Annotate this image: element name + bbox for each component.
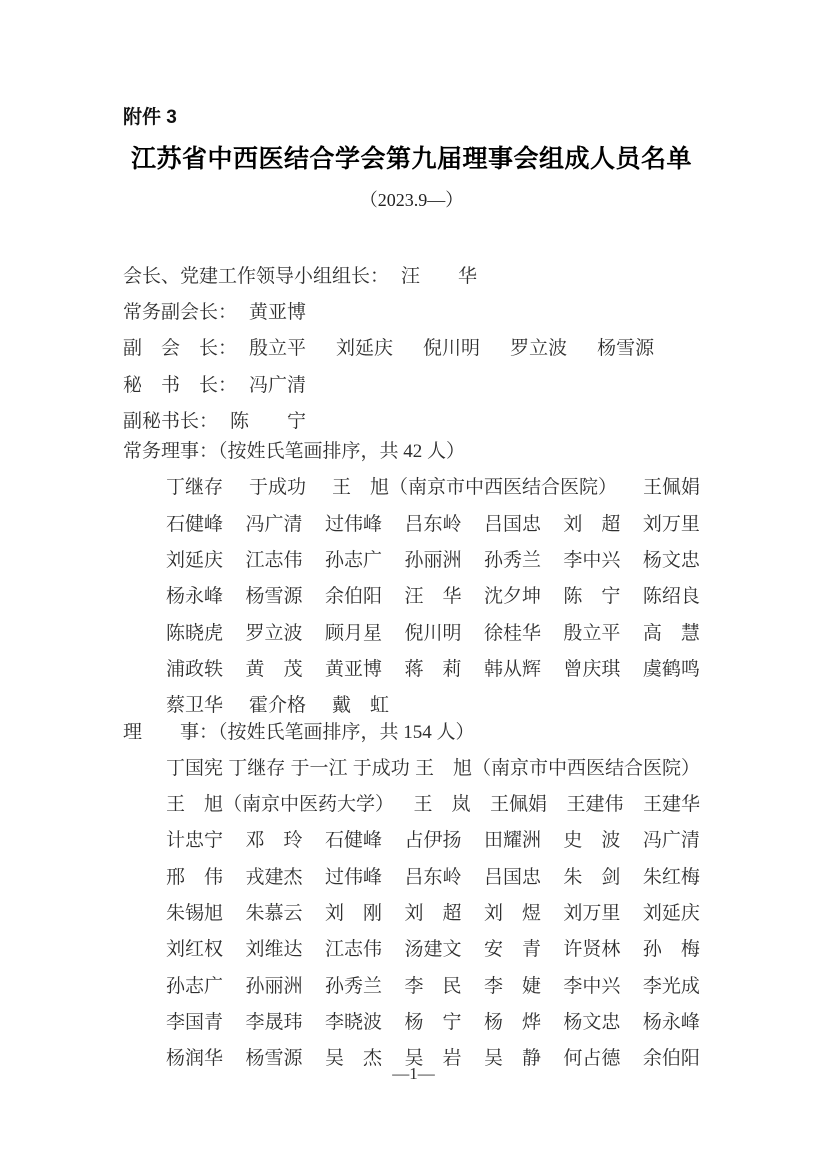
person-name: 邓 玲: [245, 830, 303, 852]
member-row: [123, 540, 700, 576]
person-name: 戴 虹: [332, 695, 390, 717]
person-name: 杨雪源: [245, 1048, 303, 1070]
officer-line-exec-vice-president: [123, 292, 700, 328]
person-name: 于一江: [290, 757, 348, 779]
person-name: 吕东岭: [404, 513, 462, 535]
document-body: [123, 256, 700, 1075]
member-row: [123, 821, 700, 857]
person-name: 徐桂华: [483, 622, 541, 644]
member-row: [123, 649, 700, 685]
person-name: 殷立平: [563, 622, 621, 644]
person-name: 李中兴: [563, 975, 621, 997]
person-name: 邢 伟: [166, 866, 224, 888]
person-name: 计忠宁: [166, 830, 224, 852]
person-name: 杨润华: [166, 1048, 224, 1070]
person-name: 王佩娟: [642, 477, 700, 499]
officer-label: 常务副会长：: [123, 301, 238, 323]
person-name: 丁继存: [166, 477, 224, 499]
officer-label: 副 会 长：: [123, 338, 238, 360]
document-date-note: （2023.9—）: [359, 190, 464, 210]
person-name: 余伯阳: [324, 586, 382, 608]
person-name: 黄 茂: [245, 658, 303, 680]
document-content: [123, 106, 700, 1075]
person-name: 刘延庆: [166, 550, 224, 572]
person-name: 孙秀兰: [324, 975, 382, 997]
officer-label: 会长、党建工作领导小组组长：: [123, 265, 390, 287]
person-name: 倪川明: [423, 338, 481, 360]
person-name: 王建伟: [566, 794, 624, 816]
person-name: 刘 煜: [483, 902, 541, 924]
person-name: 杨永峰: [166, 586, 224, 608]
person-name: 陈绍良: [642, 586, 700, 608]
person-name: 杨文忠: [642, 550, 700, 572]
person-name: 蔡卫华: [166, 695, 224, 717]
person-name: 刘 超: [563, 513, 621, 535]
document-title: 江苏省中西医结合学会第九届理事会组成人员名单: [130, 146, 692, 173]
person-name: 李中兴: [563, 550, 621, 572]
person-name: 江志伟: [324, 939, 382, 961]
person-name: 浦政轶: [166, 658, 224, 680]
person-name: 许贤林: [563, 939, 621, 961]
person-name: 孙志广: [166, 975, 224, 997]
person-name: 王 旭（南京中医药大学）: [166, 794, 395, 816]
person-name: 汪 华: [401, 265, 478, 287]
person-name: 杨永峰: [642, 1011, 700, 1033]
person-name: 倪川明: [404, 622, 462, 644]
person-name: 顾月星: [324, 622, 382, 644]
officer-names: [249, 333, 654, 360]
person-name: 韩从辉: [483, 658, 541, 680]
person-name: 朱锡旭: [166, 902, 224, 924]
person-name: 李 民: [404, 975, 462, 997]
person-name: 李晟玮: [245, 1011, 303, 1033]
person-name: 黄亚博: [324, 658, 382, 680]
person-name: 吴 杰: [324, 1048, 382, 1070]
officer-names: [249, 297, 306, 324]
person-name: 孙 梅: [642, 939, 700, 961]
person-name: 沈夕坤: [483, 586, 541, 608]
person-name: 杨文忠: [563, 1011, 621, 1033]
person-name: 杨雪源: [245, 586, 303, 608]
person-name: 冯广清: [245, 513, 303, 535]
member-row: [123, 504, 700, 540]
person-name: 刘 超: [404, 902, 462, 924]
section-heading-directors: 理 事：（按姓氏笔画排序，共 154 人）: [123, 721, 475, 743]
person-name: 石健峰: [324, 830, 382, 852]
person-name: 刘万里: [642, 513, 700, 535]
person-name: 虞鹤鸣: [642, 658, 700, 680]
person-name: 过伟峰: [324, 513, 382, 535]
member-row: [123, 784, 700, 820]
person-name: 何占德: [563, 1048, 621, 1070]
officer-names: [401, 261, 477, 288]
person-name: 江志伟: [245, 550, 303, 572]
member-row: [123, 893, 700, 929]
person-name: 吴 岩: [404, 1048, 462, 1070]
person-name: 丁继存: [228, 757, 286, 779]
person-name: 杨 烨: [483, 1011, 541, 1033]
person-name: 杨 宁: [404, 1011, 462, 1033]
person-name: 汪 华: [404, 586, 462, 608]
person-name: 刘红权: [166, 939, 224, 961]
person-name: 杨雪源: [597, 338, 655, 360]
person-name: 孙丽洲: [245, 975, 303, 997]
person-name: 刘维达: [245, 939, 303, 961]
person-name: 陈 宁: [230, 410, 307, 432]
person-name: 吕东岭: [404, 866, 462, 888]
person-name: 孙志广: [324, 550, 382, 572]
person-name: 王建华: [642, 794, 700, 816]
person-name: 黄亚博: [249, 301, 307, 323]
person-name: 冯广清: [642, 830, 700, 852]
person-name: 李国青: [166, 1011, 224, 1033]
officer-label: 副秘书长：: [123, 410, 219, 432]
person-name: 王 旭（南京市中西医结合医院）: [414, 757, 700, 779]
member-row: [123, 577, 700, 613]
person-name: 朱红梅: [642, 866, 700, 888]
member-row: [123, 748, 700, 784]
member-row: [123, 1002, 700, 1038]
person-name: 吴 静: [483, 1048, 541, 1070]
person-name: 吕国忠: [483, 866, 541, 888]
person-name: 蒋 莉: [404, 658, 462, 680]
person-name: 罗立波: [510, 338, 568, 360]
person-name: 余伯阳: [642, 1048, 700, 1070]
person-name: 刘延庆: [642, 902, 700, 924]
section-heading-standing-directors: 常务理事：（按姓氏笔画排序，共 42 人）: [123, 441, 466, 463]
person-name: 王 旭（南京市中西医结合医院）: [331, 477, 617, 499]
officer-line-vice-presidents: [123, 329, 700, 365]
person-name: 田耀洲: [483, 830, 541, 852]
person-name: 石健峰: [166, 513, 224, 535]
person-name: 朱 剑: [563, 866, 621, 888]
person-name: 安 青: [483, 939, 541, 961]
person-name: 李晓波: [324, 1011, 382, 1033]
officer-names: [249, 370, 306, 397]
person-name: 刘延庆: [336, 338, 394, 360]
person-name: 陈 宁: [563, 586, 621, 608]
member-row: [123, 966, 700, 1002]
member-row: [123, 930, 700, 966]
person-name: 孙丽洲: [404, 550, 462, 572]
person-name: 汤建文: [404, 939, 462, 961]
person-name: 冯广清: [249, 374, 307, 396]
person-name: 霍介格: [249, 695, 307, 717]
person-name: 朱慕云: [245, 902, 303, 924]
person-name: 李 婕: [483, 975, 541, 997]
person-name: 刘 刚: [324, 902, 382, 924]
person-name: 殷立平: [249, 338, 307, 360]
person-name: 曾庆琪: [563, 658, 621, 680]
person-name: 史 波: [563, 830, 621, 852]
person-name: 罗立波: [245, 622, 303, 644]
person-name: 陈晓虎: [166, 622, 224, 644]
person-name: 王 岚: [413, 794, 471, 816]
person-name: 王佩娟: [489, 794, 547, 816]
page-number: —1—: [392, 1064, 435, 1083]
officer-names: [230, 406, 306, 433]
person-name: 于成功: [352, 757, 410, 779]
person-name: 李光成: [642, 975, 700, 997]
person-name: 丁国宪: [166, 757, 224, 779]
person-name: 刘万里: [563, 902, 621, 924]
member-row: [123, 857, 700, 893]
person-name: 戎建杰: [245, 866, 303, 888]
officer-line-secretary-general: [123, 365, 700, 401]
person-name: 孙秀兰: [483, 550, 541, 572]
attachment-label: 附件 3: [123, 107, 177, 128]
person-name: 过伟峰: [324, 866, 382, 888]
officer-line-president: [123, 256, 700, 292]
person-name: 于成功: [248, 477, 306, 499]
person-name: 吕国忠: [483, 513, 541, 535]
member-row: [123, 613, 700, 649]
person-name: 高 慧: [642, 622, 700, 644]
person-name: 占伊扬: [404, 830, 462, 852]
member-row: [123, 468, 700, 504]
officer-label: 秘 书 长：: [123, 374, 238, 396]
